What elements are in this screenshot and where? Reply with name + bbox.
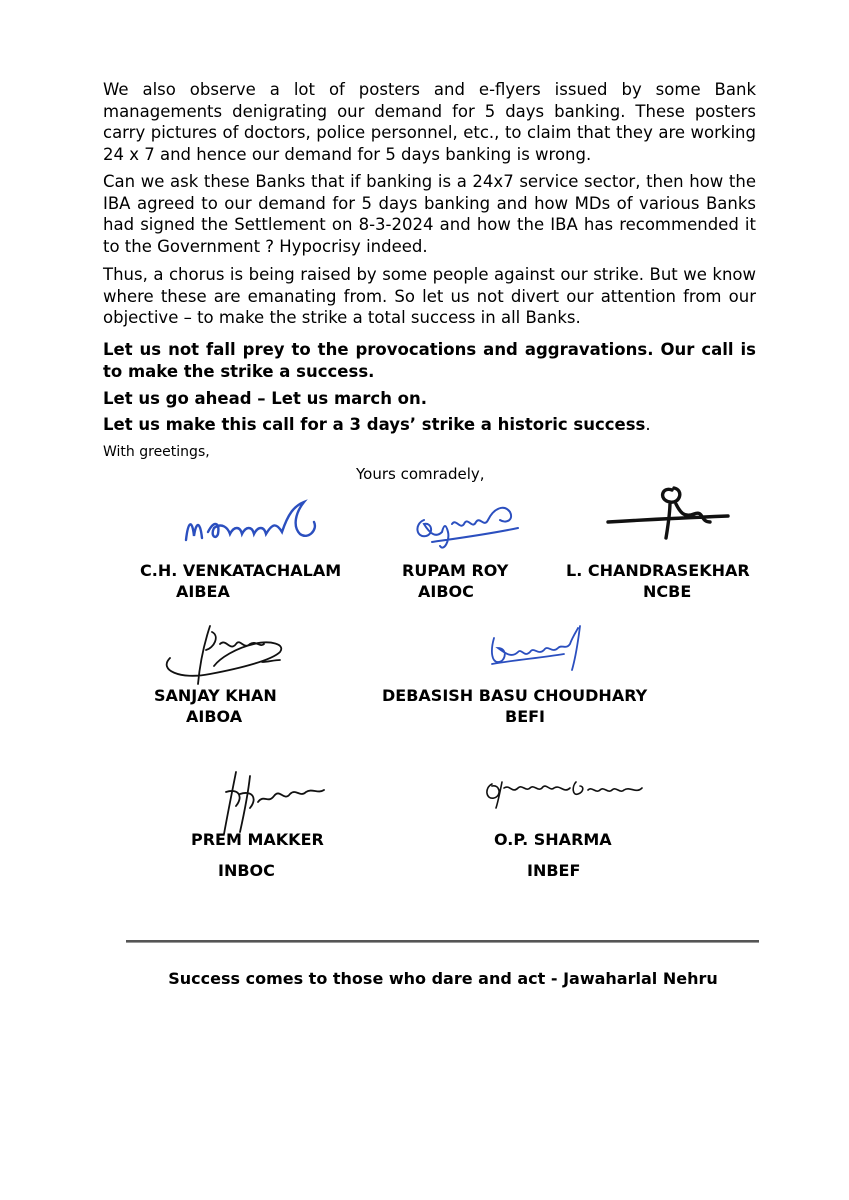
signatory-org-2: AIBOC: [418, 582, 474, 601]
paragraph-posters: We also observe a lot of posters and e-flyers issued by some Bank managements denigrating our demand for 5 days banking. These posters carry pictures of doctors, police personnel, etc., to claim that they are working 24 x 7 and hence our demand for 5 days banking is wrong.: [103, 80, 756, 164]
paragraph-historic: [103, 414, 756, 436]
paragraph-hypocrisy: Can we ask these Banks that if banking is a 24x7 service sector, then how the IBA agreed to our demand for 5 days banking and how MDs of various Banks had signed the Settlement on 8-3-2024 and how the IBA has recommended it to the Government ? Hypocrisy indeed.: [103, 172, 756, 256]
signatory-name-5: DEBASISH BASU CHOUDHARY: [382, 686, 648, 705]
signatory-name-2: RUPAM ROY: [402, 561, 509, 580]
signatory-name-3: L. CHANDRASEKHAR: [566, 561, 750, 580]
signature-debasish: [484, 618, 594, 674]
signatory-org-5: BEFI: [505, 707, 546, 726]
footer-divider: [126, 940, 759, 943]
signatory-org-3: NCBE: [643, 582, 692, 601]
signature-op-sharma: [480, 770, 650, 810]
signatory-name-4: SANJAY KHAN: [154, 686, 277, 705]
historic-text: Let us make this call for a 3 days’ strike a historic success: [103, 415, 646, 434]
signatory-org-4: AIBOA: [186, 707, 243, 726]
signatory-name-7: O.P. SHARMA: [494, 830, 612, 849]
paragraph-call: Let us not fall prey to the provocations and aggravations. Our call is to make the strike a success.: [103, 340, 756, 381]
greeting: With greetings,: [103, 444, 210, 460]
signatory-org-6: INBOC: [218, 861, 275, 880]
signatory-name-1: C.H. VENKATACHALAM: [140, 561, 342, 580]
signatory-org-7: INBEF: [527, 861, 581, 880]
historic-period: .: [645, 415, 651, 434]
closing: Yours comradely,: [356, 465, 485, 483]
signature-venkatachalam: [178, 492, 338, 552]
footer-quote: Success comes to those who dare and act - Jawaharlal Nehru: [168, 969, 718, 988]
signature-prem-makker: [214, 762, 334, 838]
signature-rupam-roy: [410, 494, 530, 554]
paragraph-chorus: Thus, a chorus is being raised by some people against our strike. But we know where these are emanating from. So let us not divert our attention from our objective – to make the strike a total success in all Banks.: [103, 265, 756, 327]
paragraph-march: Let us go ahead – Let us march on.: [103, 389, 428, 408]
signatory-name-6: PREM MAKKER: [191, 830, 324, 849]
signature-sanjay-khan: [150, 618, 310, 690]
signature-chandrasekhar: [600, 478, 740, 548]
signatory-org-1: AIBEA: [176, 582, 230, 601]
